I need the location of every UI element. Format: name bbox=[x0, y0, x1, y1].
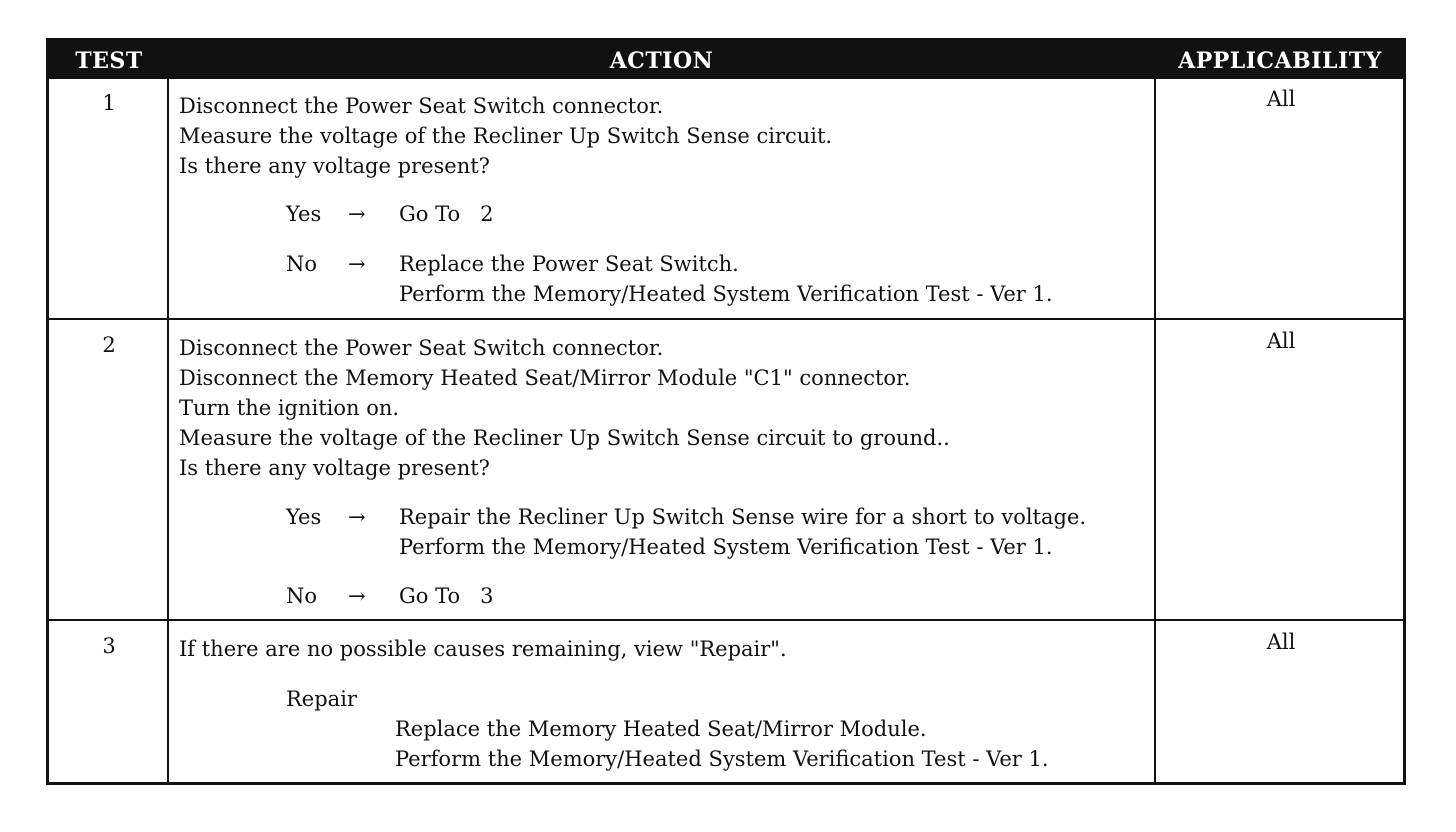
arrow-right-icon: → bbox=[348, 505, 366, 529]
repair-steps bbox=[395, 714, 1154, 774]
header-test: TEST bbox=[75, 48, 143, 74]
arrow-right-icon: → bbox=[348, 252, 366, 276]
repair-step: Replace the Memory Heated Seat/Mirror Module. bbox=[395, 717, 927, 741]
yes-result: Go To 2 bbox=[399, 202, 494, 226]
action-step: If there are no possible causes remaining, view "Repair". bbox=[179, 637, 787, 661]
test-number: 3 bbox=[102, 634, 116, 658]
arrow-right-icon: → bbox=[348, 202, 366, 226]
yes-branch bbox=[286, 502, 1154, 562]
row-divider-2 bbox=[49, 619, 1403, 621]
applicability-value: All bbox=[1266, 329, 1296, 353]
diagnostic-table bbox=[46, 38, 1406, 785]
yes-branch bbox=[286, 199, 1154, 229]
action-cell bbox=[179, 91, 1154, 309]
action-step: Measure the voltage of the Recliner Up Switch Sense circuit to ground.. bbox=[179, 426, 950, 450]
no-result: Perform the Memory/Heated System Verification Test - Ver 1. bbox=[399, 282, 1053, 306]
action-step: Is there any voltage present? bbox=[179, 456, 490, 480]
no-result: Replace the Power Seat Switch. bbox=[399, 252, 739, 276]
no-branch bbox=[286, 249, 1154, 309]
arrow-right-icon: → bbox=[348, 584, 366, 608]
yes-label: Yes bbox=[286, 505, 322, 529]
action-cell bbox=[179, 634, 1154, 774]
yes-result: Perform the Memory/Heated System Verification Test - Ver 1. bbox=[399, 535, 1053, 559]
row-divider-1 bbox=[49, 318, 1403, 320]
action-step: Measure the voltage of the Recliner Up Switch Sense circuit. bbox=[179, 124, 833, 148]
action-cell bbox=[179, 333, 1154, 611]
applicability-value: All bbox=[1266, 630, 1296, 654]
action-step: Disconnect the Power Seat Switch connector. bbox=[179, 94, 664, 118]
column-divider-applicability bbox=[1154, 79, 1156, 782]
yes-label: Yes bbox=[286, 202, 322, 226]
no-label: No bbox=[286, 584, 318, 608]
header-applicability: APPLICABILITY bbox=[1178, 48, 1382, 74]
no-label: No bbox=[286, 252, 318, 276]
applicability-value: All bbox=[1266, 87, 1296, 111]
no-branch bbox=[286, 581, 1154, 611]
table-header bbox=[49, 41, 1403, 79]
action-step: Disconnect the Power Seat Switch connector. bbox=[179, 336, 664, 360]
header-action: ACTION bbox=[609, 48, 714, 74]
action-step: Turn the ignition on. bbox=[179, 396, 400, 420]
column-divider-test bbox=[167, 79, 169, 782]
action-step: Disconnect the Memory Heated Seat/Mirror Module "C1" connector. bbox=[179, 366, 911, 390]
test-number: 1 bbox=[102, 91, 116, 115]
repair-label: Repair bbox=[286, 687, 357, 711]
yes-result: Repair the Recliner Up Switch Sense wire for a short to voltage. bbox=[399, 505, 1087, 529]
action-step: Is there any voltage present? bbox=[179, 154, 490, 178]
repair-step: Perform the Memory/Heated System Verification Test - Ver 1. bbox=[395, 747, 1049, 771]
no-result: Go To 3 bbox=[399, 584, 494, 608]
test-number: 2 bbox=[102, 333, 116, 357]
